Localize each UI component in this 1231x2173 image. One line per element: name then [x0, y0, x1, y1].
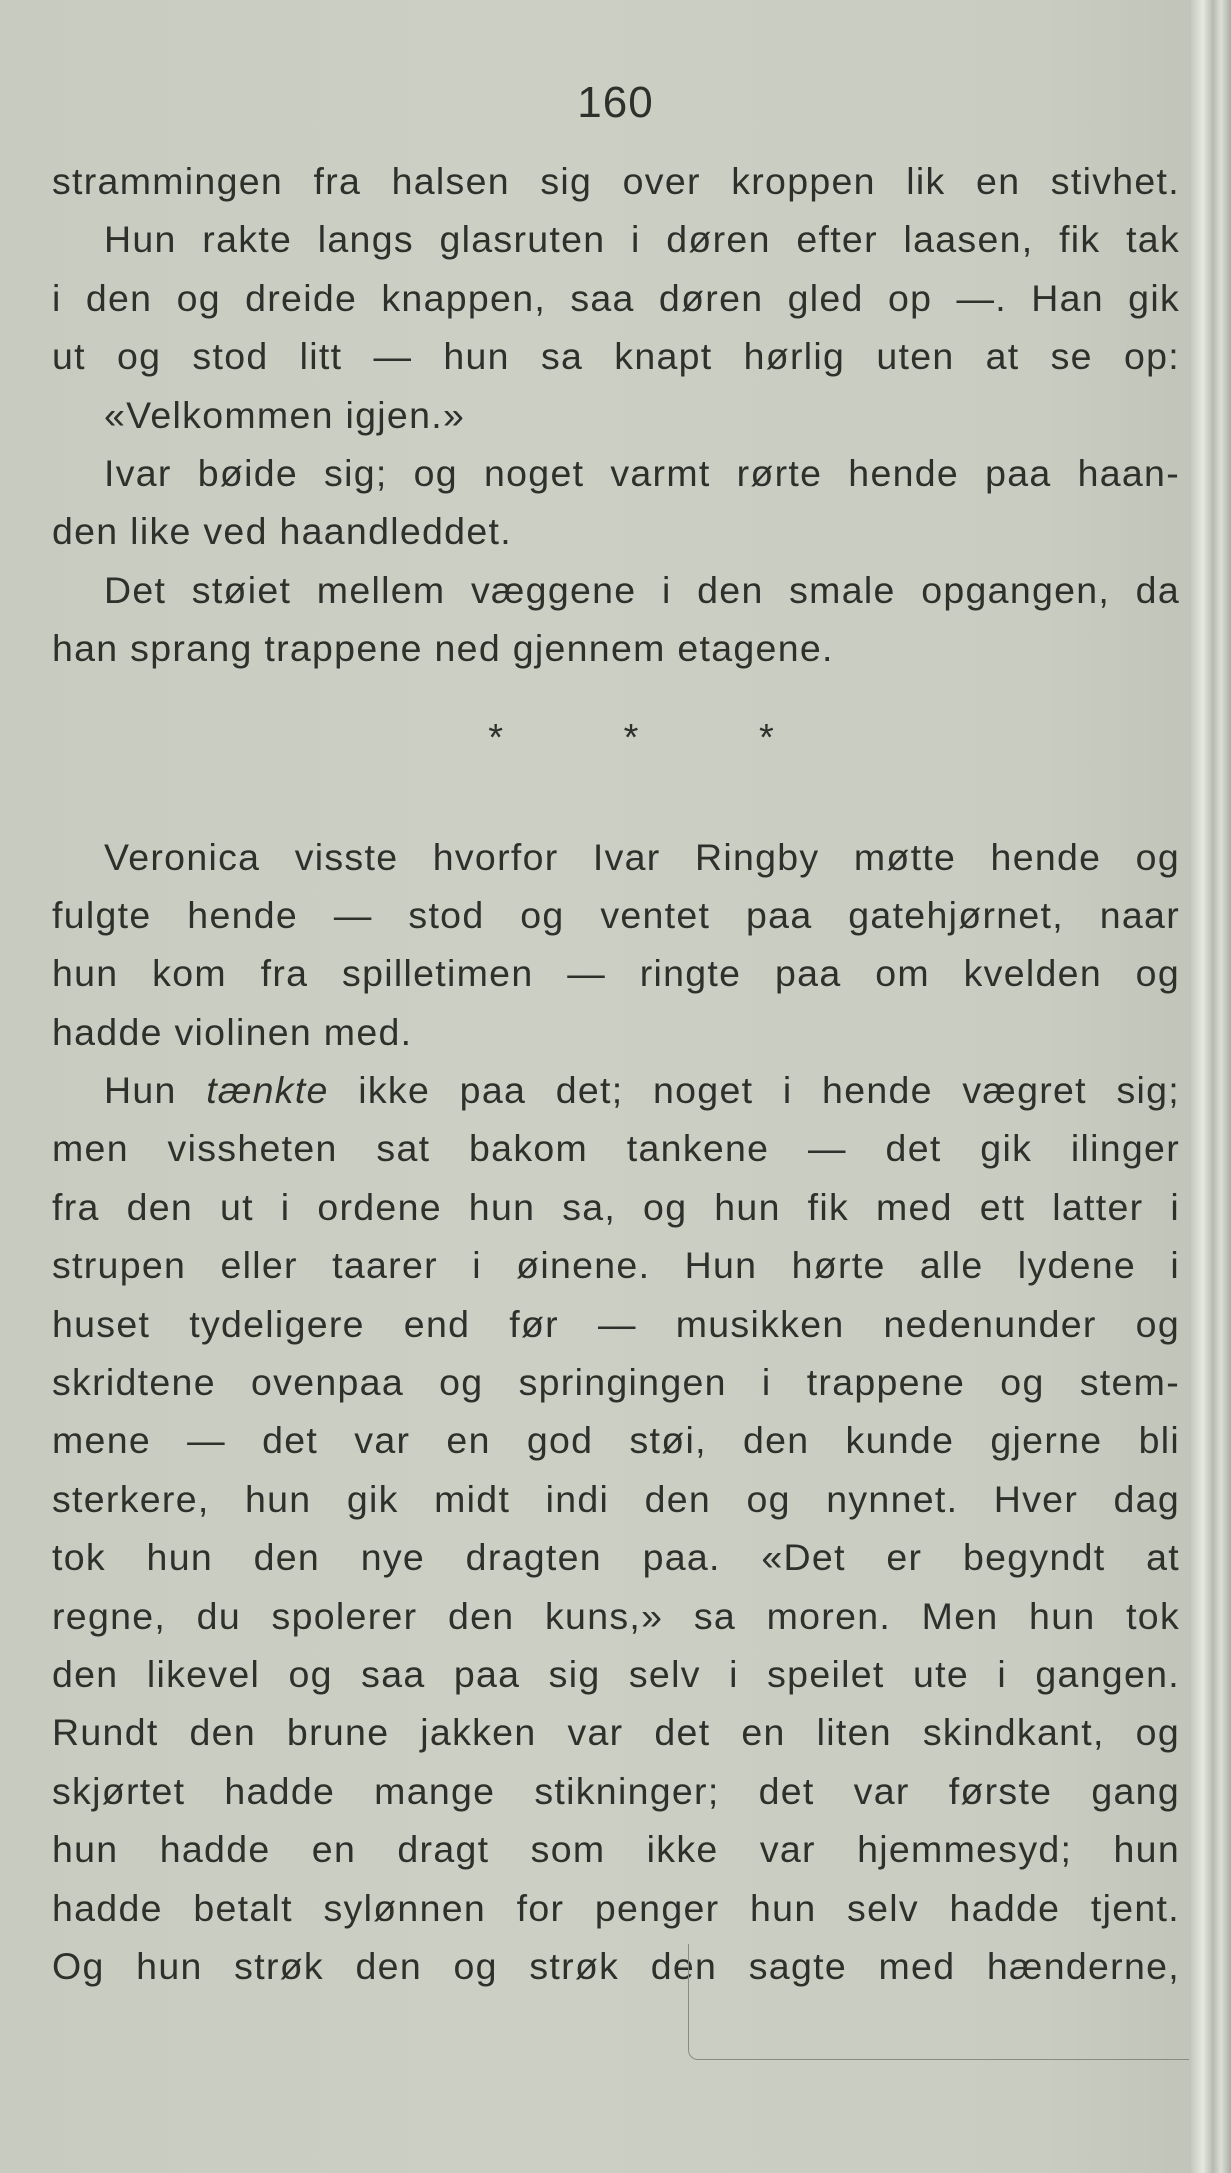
text-line: regne, du spolerer den kuns,» sa moren. Men hun tok [52, 1594, 1180, 1637]
text-line: i den og dreide knappen, saa døren gled op —. Han gik [52, 276, 1180, 319]
text-line: «Velkommen igjen.» [104, 393, 466, 436]
page-number: 160 [577, 78, 654, 127]
text-line: ut og stod litt — hun sa knapt hørlig uten at se op: [52, 335, 1180, 378]
text-line: strupen eller taarer i øinene. Hun hørte alle lydene i [52, 1244, 1180, 1287]
text-line: tok hun den nye dragten paa. «Det er begyndt at [52, 1536, 1180, 1579]
text-run: ikke paa det; noget i hende vægret sig; [358, 1069, 1180, 1112]
italic-word: tænkte [206, 1069, 329, 1112]
text-line: fulgte hende — stod og ventet paa gatehjørnet, naar [52, 893, 1180, 936]
spacer [52, 798, 1180, 828]
text-line: huset tydeligere end før — musikken nedenunder og [52, 1302, 1180, 1345]
text-line: strammingen fra halsen sig over kroppen lik en stivhet. [52, 160, 1180, 202]
text-line: Hun rakte langs glasruten i døren efter laasen, fik tak [104, 218, 1180, 261]
text-line: han sprang trappene ned gjennem etagene. [52, 627, 834, 670]
page-text [52, 152, 1180, 1995]
text-line-emphasis [52, 1061, 1180, 1119]
text-line: den likevel og saa paa sig selv i speilet ute i gangen. [52, 1652, 1180, 1695]
text-line: hun hadde en dragt som ikke var hjemmesyd; hun [52, 1828, 1180, 1871]
text-line: den like ved haandleddet. [52, 510, 512, 553]
library-tab-outline [688, 1944, 1189, 2060]
text-line: Rundt den brune jakken var det en liten skindkant, og [52, 1711, 1180, 1754]
text-line: mene — det var en god støi, den kunde gjerne bli [52, 1419, 1180, 1462]
text-line: Ivar bøide sig; og noget varmt rørte hende paa haan- [104, 451, 1180, 494]
text-line: hadde betalt sylønnen for penger hun selv hadde tjent. [52, 1886, 1180, 1929]
text-line: skridtene ovenpaa og springingen i trappene og stem- [52, 1361, 1180, 1404]
text-run: Hun [104, 1069, 177, 1112]
text-line: Og hun strøk den og strøk den sagte med hænderne, [52, 1944, 1180, 1987]
text-line: men vissheten sat bakom tankene — det gik ilinger [52, 1127, 1180, 1170]
section-separator: * * * [488, 716, 774, 759]
text-line: Veronica visste hvorfor Ivar Ringby møtte hende og [104, 835, 1180, 878]
text-line: hun kom fra spilletimen — ringte paa om kvelden og [52, 952, 1180, 995]
text-line: fra den ut i ordene hun sa, og hun fik med ett latter i [52, 1185, 1180, 1228]
text-line: Det støiet mellem væggene i den smale opgangen, da [104, 568, 1180, 611]
text-line: sterkere, hun gik midt indi den og nynnet. Hver dag [52, 1477, 1180, 1520]
text-line: skjørtet hadde mange stikninger; det var første gang [52, 1769, 1180, 1812]
text-line: hadde violinen med. [52, 1010, 413, 1053]
book-spine-edge [1191, 0, 1231, 2173]
